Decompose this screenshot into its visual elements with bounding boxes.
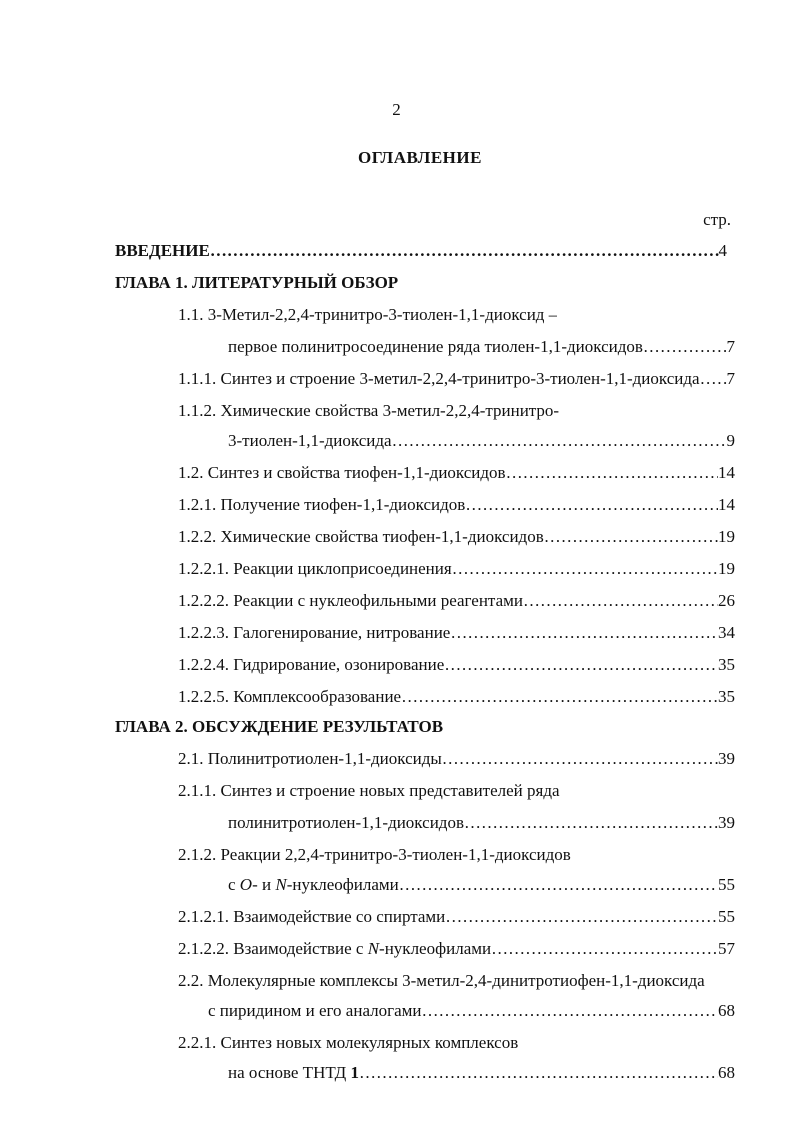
dot-leader (506, 462, 718, 484)
toc-entry-label: на основе ТНТД 1 (228, 1063, 360, 1082)
toc-entry-label: 2.1.2.1. Взаимодействие со спиртами (178, 907, 446, 926)
dot-leader (450, 622, 718, 644)
toc-entry-1-1-line1[interactable]: 1.1. 3-Метил-2,2,4-тринитро-3-тиолен-1,1-диоксид – (178, 305, 558, 324)
page-column-label: стр. (703, 210, 731, 229)
dot-leader (210, 240, 719, 262)
page-number: 2 (392, 100, 401, 119)
toc-entry-label: 1.2.2.3. Галогенирование, нитрование (178, 623, 451, 642)
dot-leader (392, 430, 727, 452)
toc-entry-2-2-line1[interactable]: 2.2. Молекулярные комплексы 3-метил-2,4-динитротиофен-1,1-диоксида (178, 971, 705, 990)
toc-entry-page: 68 (718, 1063, 735, 1082)
toc-entry-1-1-2-line1[interactable]: 1.1.2. Химические свойства 3-метил-2,2,4-тринитро- (178, 401, 560, 420)
toc-entry-label: полинитротиолен-1,1-диоксидов (228, 813, 464, 832)
toc-entry-label: с O- и N-нуклеофилами (228, 875, 399, 894)
dot-leader (444, 654, 718, 676)
toc-entry-1-1-2[interactable] (228, 430, 735, 452)
dot-leader (700, 368, 727, 390)
toc-entry-2-1[interactable] (178, 748, 735, 770)
toc-entry-label: 1.2. Синтез и свойства тиофен-1,1-диоксидов (178, 463, 506, 482)
page-title: ОГЛАВЛЕНИЕ (358, 148, 482, 167)
toc-entry-label: 1.2.2.4. Гидрирование, озонирование (178, 655, 445, 674)
toc-entry-label: с пиридином и его аналогами (208, 1001, 422, 1020)
toc-entry-page: 7 (726, 369, 735, 388)
dot-leader (643, 336, 727, 358)
toc-entry-page: 39 (718, 813, 735, 832)
toc-entry-1-2-2[interactable] (178, 526, 735, 548)
toc-entry-label: 1.2.2.2. Реакции с нуклеофильными реагентами (178, 591, 523, 610)
toc-entry-page: 34 (718, 623, 735, 642)
toc-entry-introduction[interactable] (115, 240, 727, 262)
toc-chapter-2-heading[interactable]: ГЛАВА 2. ОБСУЖДЕНИЕ РЕЗУЛЬТАТОВ (115, 717, 444, 736)
toc-entry-label: 1.2.2. Химические свойства тиофен-1,1-диоксидов (178, 527, 544, 546)
toc-entry-2-2-1[interactable] (228, 1062, 735, 1084)
toc-entry-page: 35 (718, 687, 735, 706)
toc-entry-1-2-2-5[interactable] (178, 686, 735, 708)
toc-entry-1-2-1[interactable] (178, 494, 735, 516)
toc-entry-page: 14 (718, 495, 735, 514)
toc-entry-1-2[interactable] (178, 462, 735, 484)
dot-leader (401, 686, 718, 708)
toc-entry-2-2[interactable] (208, 1000, 735, 1022)
toc-entry-page: 19 (718, 559, 735, 578)
toc-entry-1-2-2-2[interactable] (178, 590, 735, 612)
toc-entry-page: 9 (726, 431, 735, 450)
toc-entry-2-2-1-line1[interactable]: 2.2.1. Синтез новых молекулярных комплексов (178, 1033, 519, 1052)
toc-chapter-1-heading[interactable]: ГЛАВА 1. ЛИТЕРАТУРНЫЙ ОБЗОР (115, 273, 399, 292)
toc-entry-2-1-2-2[interactable] (178, 938, 735, 960)
toc-entry-page: 55 (718, 875, 735, 894)
toc-entry-label: 2.1. Полинитротиолен-1,1-диоксиды (178, 749, 442, 768)
toc-entry-label: первое полинитросоединение ряда тиолен-1,1-диоксидов (228, 337, 643, 356)
toc-entry-page: 26 (718, 591, 735, 610)
dot-leader (523, 590, 718, 612)
toc-entry-label: 1.2.2.5. Комплексообразование (178, 687, 402, 706)
toc-entry-page: 39 (718, 749, 735, 768)
toc-entry-2-1-2[interactable] (228, 874, 735, 896)
toc-entry-label: 1.2.2.1. Реакции циклоприсоединения (178, 559, 452, 578)
toc-entry-label: 3-тиолен-1,1-диоксида (228, 431, 392, 450)
toc-entry-page: 4 (718, 241, 727, 260)
dot-leader (399, 874, 718, 896)
toc-entry-1-2-2-4[interactable] (178, 654, 735, 676)
dot-leader (359, 1062, 718, 1084)
dot-leader (452, 558, 718, 580)
dot-leader (445, 906, 718, 928)
toc-entry-1-1[interactable] (228, 336, 735, 358)
dot-leader (491, 938, 718, 960)
toc-entry-page: 68 (718, 1001, 735, 1020)
dot-leader (464, 812, 718, 834)
toc-entry-2-1-1-line1[interactable]: 2.1.1. Синтез и строение новых представителей ряда (178, 781, 560, 800)
toc-entry-page: 35 (718, 655, 735, 674)
toc-entry-label: 1.2.1. Получение тиофен-1,1-диоксидов (178, 495, 466, 514)
dot-leader (544, 526, 718, 548)
toc-entry-label: ВВЕДЕНИЕ (115, 241, 210, 260)
toc-entry-page: 55 (718, 907, 735, 926)
toc-entry-page: 19 (718, 527, 735, 546)
toc-entry-label: 1.1.1. Синтез и строение 3-метил-2,2,4-тринитро-3-тиолен-1,1-диоксида (178, 369, 700, 388)
toc-entry-1-1-1[interactable] (178, 368, 735, 390)
dot-leader (442, 748, 718, 770)
toc-entry-2-1-2-line1[interactable]: 2.1.2. Реакции 2,2,4-тринитро-3-тиолен-1,1-диоксидов (178, 845, 571, 864)
dot-leader (422, 1000, 718, 1022)
toc-entry-page: 14 (718, 463, 735, 482)
toc-entry-2-1-2-1[interactable] (178, 906, 735, 928)
toc-entry-label: 2.1.2.2. Взаимодействие с N-нуклеофилами (178, 939, 492, 958)
dot-leader (465, 494, 718, 516)
toc-entry-2-1-1[interactable] (228, 812, 735, 834)
toc-entry-1-2-2-3[interactable] (178, 622, 735, 644)
toc-entry-page: 7 (726, 337, 735, 356)
toc-entry-page: 57 (718, 939, 735, 958)
toc-entry-1-2-2-1[interactable] (178, 558, 735, 580)
